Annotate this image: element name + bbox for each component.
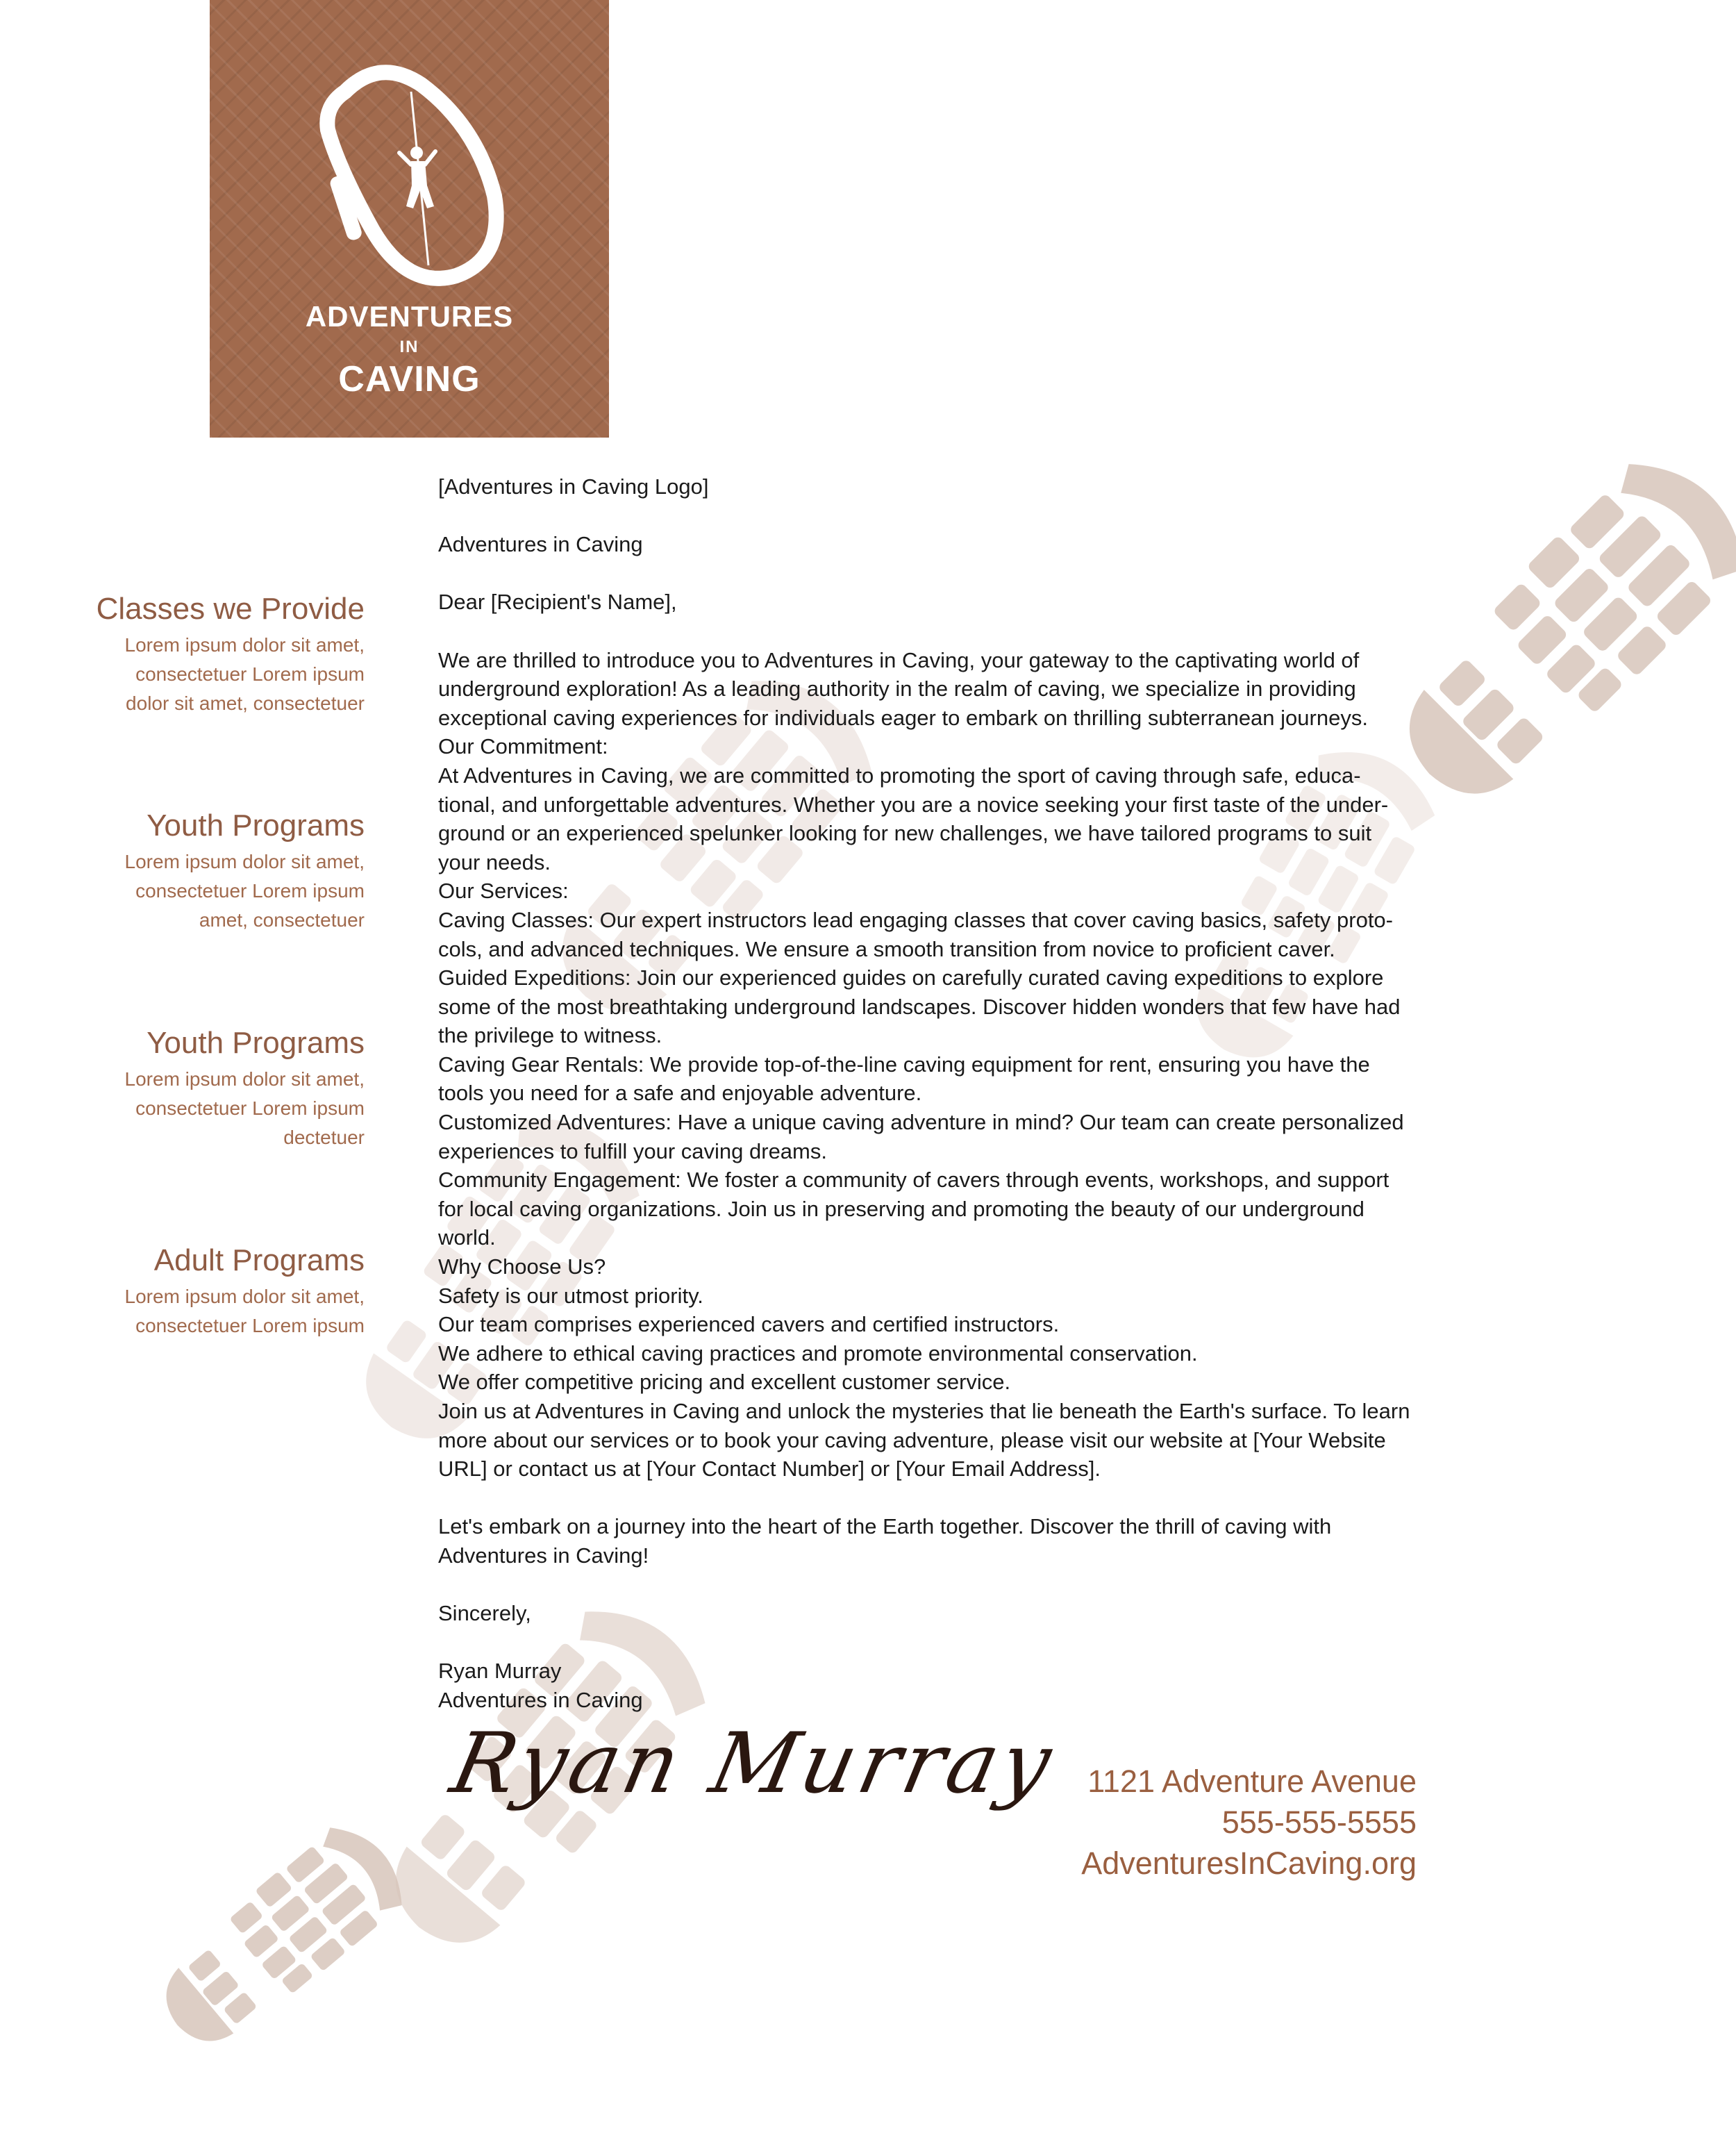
sidebar-body-line: consectetuer Lorem ipsum	[135, 880, 365, 902]
letter-line: experiences to fulfill your caving dreams.	[438, 1138, 827, 1163]
company-logo	[210, 0, 609, 438]
letter-line: Customized Adventures: Have a unique caving adventure in mind? Our team can create personalized	[438, 1110, 1404, 1135]
letter-line: Our team comprises experienced cavers and certified instructors.	[438, 1312, 1060, 1337]
letter-line: URL] or contact us at [Your Contact Number] or [Your Email Address].	[438, 1457, 1101, 1482]
sidebar-body-line: dolor sit amet, consectetuer	[126, 692, 365, 714]
sidebar-body-line: consectetuer Lorem ipsum	[135, 1097, 365, 1119]
signer-organization: Adventures in Caving	[438, 1687, 643, 1712]
letter-line: Our Services:	[438, 879, 569, 904]
letter-line: for local caving organizations. Join us in preserving and promoting the beauty of our underground	[438, 1196, 1364, 1221]
letter-body	[438, 472, 1459, 1715]
letter-line: At Adventures in Caving, we are committed to promoting the sport of caving through safe, educa-	[438, 763, 1361, 788]
sidebar-section-adult	[42, 1242, 365, 1341]
sidebar-body-line: amet, consectetuer	[199, 909, 365, 931]
letter-line: Guided Expeditions: Join our experienced guides on carefully curated caving expeditions to explore	[438, 965, 1384, 990]
letter-line: Our Commitment:	[438, 734, 608, 759]
carabiner-climber-icon	[317, 64, 505, 286]
letter-line: cols, and advanced techniques. We ensure a smooth transition from novice to proficient caver.	[438, 936, 1335, 961]
letter-line: Caving Classes: Our expert instructors lead engaging classes that cover caving basics, safety proto-	[438, 907, 1393, 932]
sidebar-body	[42, 1065, 365, 1152]
letter-line: exceptional caving experiences for individuals eager to embark on thrilling subterranean journeys.	[438, 705, 1368, 730]
letter-line: tional, and unforgettable adventures. Whether you are a novice seeking your first taste of the under-	[438, 792, 1389, 817]
salutation: Dear [Recipient's Name],	[438, 590, 677, 615]
logo-text-adventures: ADVENTURES	[305, 300, 514, 333]
letter-line: Community Engagement: We foster a community of cavers through events, workshops, and support	[438, 1168, 1389, 1193]
contact-phone: 555-555-5555	[1221, 1804, 1417, 1840]
letter-line: your needs.	[438, 849, 551, 874]
letter-line: Caving Gear Rentals: We provide top-of-the-line caving equipment for rent, ensuring you have the	[438, 1052, 1370, 1077]
sidebar-body	[42, 1282, 365, 1341]
sidebar-body-line: Lorem ipsum dolor sit amet,	[124, 634, 365, 656]
logo-text-caving: CAVING	[338, 359, 481, 399]
sidebar-heading: Classes we Provide	[96, 592, 365, 626]
sidebar-body-line: consectetuer Lorem ipsum	[135, 1315, 365, 1336]
sidebar-body-line: Lorem ipsum dolor sit amet,	[124, 1068, 365, 1090]
sidebar-heading: Adult Programs	[153, 1243, 365, 1277]
sidebar-body	[42, 631, 365, 718]
sidebar-heading: Youth Programs	[147, 1026, 365, 1060]
letter-line: some of the most breathtaking underground landscapes. Discover hidden wonders that few have had	[438, 994, 1401, 1019]
handwritten-signature: Ryan Murray	[443, 1716, 1064, 1812]
letter-line: Join us at Adventures in Caving and unlock the mysteries that lie beneath the Earth's surface. To learn	[438, 1399, 1410, 1423]
sidebar-body-line: dectetuer	[283, 1127, 365, 1148]
sidebar-section-youth-2	[42, 1024, 365, 1152]
sidebar-heading: Youth Programs	[147, 808, 365, 843]
logo-text-in: IN	[399, 338, 419, 356]
letter-line: We adhere to ethical caving practices and promote environmental conservation.	[438, 1341, 1198, 1366]
sidebar-body	[42, 847, 365, 935]
letter-line: underground exploration! As a leading authority in the realm of caving, we specialize in providing	[438, 677, 1356, 702]
closing-line: Let's embark on a journey into the heart of the Earth together. Discover the thrill of caving with	[438, 1514, 1332, 1539]
letter-line: Why Choose Us?	[438, 1254, 606, 1279]
contact-info	[972, 1761, 1417, 1884]
signer-name: Ryan Murray	[438, 1659, 562, 1684]
letter-line: ground or an experienced spelunker looking for new challenges, we have tailored programs to suit	[438, 821, 1372, 846]
letter-line: We are thrilled to introduce you to Adventures in Caving, your gateway to the captivating world of	[438, 647, 1360, 672]
logo-placeholder: [Adventures in Caving Logo]	[438, 474, 709, 499]
sidebar-section-classes	[42, 590, 365, 718]
letter-line: world.	[438, 1225, 496, 1250]
sidebar-body-line: consectetuer Lorem ipsum	[135, 663, 365, 685]
letter-line: We offer competitive pricing and excellent customer service.	[438, 1370, 1011, 1395]
sidebar-section-youth-1	[42, 807, 365, 935]
sidebar-body-line: Lorem ipsum dolor sit amet,	[124, 851, 365, 872]
letter-line: more about our services or to book your caving adventure, please visit our website at [Your Website	[438, 1427, 1386, 1452]
letter-line: tools you need for a safe and enjoyable adventure.	[438, 1081, 922, 1106]
sidebar-body-line: Lorem ipsum dolor sit amet,	[124, 1286, 365, 1307]
sign-off: Sincerely,	[438, 1601, 531, 1626]
contact-address: 1121 Adventure Avenue	[1087, 1764, 1417, 1799]
organization-name: Adventures in Caving	[438, 532, 643, 557]
letter-paragraphs	[438, 646, 1459, 1484]
contact-website[interactable]: AdventuresInCaving.org	[1081, 1845, 1417, 1881]
letter-line: Safety is our utmost priority.	[438, 1283, 703, 1308]
closing-line: Adventures in Caving!	[438, 1543, 649, 1568]
letter-line: the privilege to witness.	[438, 1023, 662, 1048]
